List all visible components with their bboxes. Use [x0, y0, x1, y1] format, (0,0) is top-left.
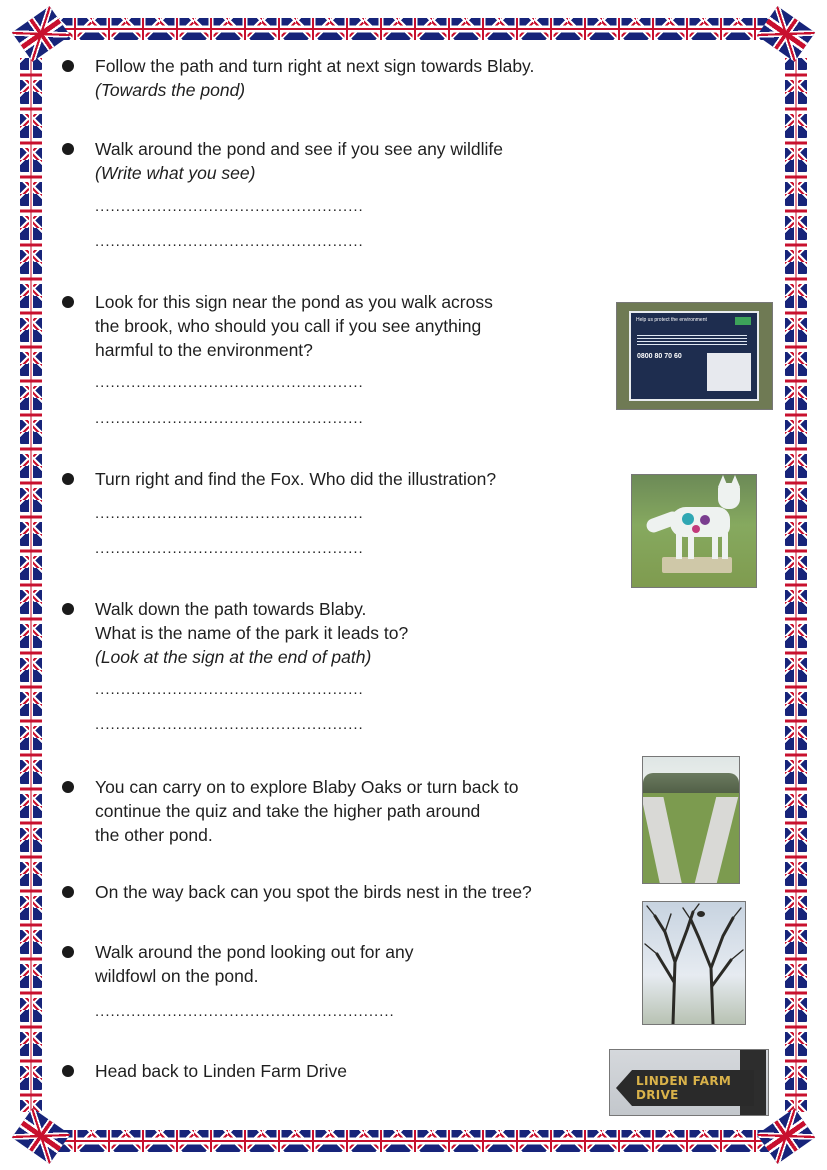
item-text: Head back to Linden Farm Drive [95, 1061, 347, 1081]
bullet-icon [62, 143, 74, 155]
answer-line[interactable]: .................................................... [95, 505, 364, 522]
union-jack-corner-icon [757, 1108, 815, 1164]
union-jack-corner-icon [12, 1108, 70, 1164]
item-text: Walk around the pond and see if you see any wildlife [95, 139, 503, 159]
bullet-icon [62, 886, 74, 898]
union-jack-border-top [58, 18, 769, 40]
answer-line[interactable]: .......................................................... [95, 1003, 395, 1020]
sign-heading: Help us protect the environment [636, 317, 707, 323]
bullet-icon [62, 781, 74, 793]
answer-line[interactable]: .................................................... [95, 410, 364, 427]
path-photo [642, 756, 740, 884]
bullet-icon [62, 296, 74, 308]
signpost-label: LINDEN FARM DRIVE [636, 1074, 732, 1102]
answer-line[interactable]: .................................................... [95, 540, 364, 557]
item-text: Follow the path and turn right at next sign towards Blaby. [95, 56, 535, 76]
item-text: You can carry on to explore Blaby Oaks or turn back to [95, 777, 519, 797]
item-text: harmful to the environment? [95, 340, 313, 360]
answer-line[interactable]: .................................................... [95, 681, 364, 698]
union-jack-border-bottom [58, 1130, 769, 1152]
item-text: On the way back can you spot the birds nest in the tree? [95, 882, 532, 902]
item-note: (Write what you see) [95, 163, 256, 183]
bullet-icon [62, 603, 74, 615]
sign-board [629, 311, 759, 401]
item-text: Walk around the pond looking out for any [95, 942, 414, 962]
union-jack-corner-icon [757, 6, 815, 62]
bullet-icon [62, 1065, 74, 1077]
item-note: (Towards the pond) [95, 80, 246, 100]
sign-phone: 0800 80 70 60 [637, 353, 682, 360]
tree-nest-photo [642, 901, 746, 1025]
logo-icon [735, 317, 751, 325]
answer-line[interactable]: .................................................... [95, 374, 364, 391]
item-text: wildfowl on the pond. [95, 966, 259, 986]
item-text: the other pond. [95, 825, 213, 845]
fox-sculpture-photo [631, 474, 757, 588]
answer-line[interactable]: .................................................... [95, 198, 364, 215]
bullet-icon [62, 946, 74, 958]
bullet-icon [62, 60, 74, 72]
item-text: Walk down the path towards Blaby. [95, 599, 367, 619]
item-text: the brook, who should you call if you see anything [95, 316, 482, 336]
answer-line[interactable]: .................................................... [95, 716, 364, 733]
linden-farm-drive-signpost-photo [609, 1049, 769, 1116]
answer-line[interactable]: .................................................... [95, 233, 364, 250]
item-text: What is the name of the park it leads to? [95, 623, 409, 643]
union-jack-corner-icon [12, 6, 70, 62]
item-text: Turn right and find the Fox. Who did the illustration? [95, 469, 497, 489]
item-note: (Look at the sign at the end of path) [95, 647, 372, 667]
tree-branches [643, 902, 745, 1024]
environment-sign-photo [616, 302, 773, 410]
item-text: Look for this sign near the pond as you walk across [95, 292, 493, 312]
union-jack-border-right [785, 58, 807, 1112]
union-jack-border-left [20, 58, 42, 1112]
item-text: continue the quiz and take the higher path around [95, 801, 481, 821]
bullet-icon [62, 473, 74, 485]
